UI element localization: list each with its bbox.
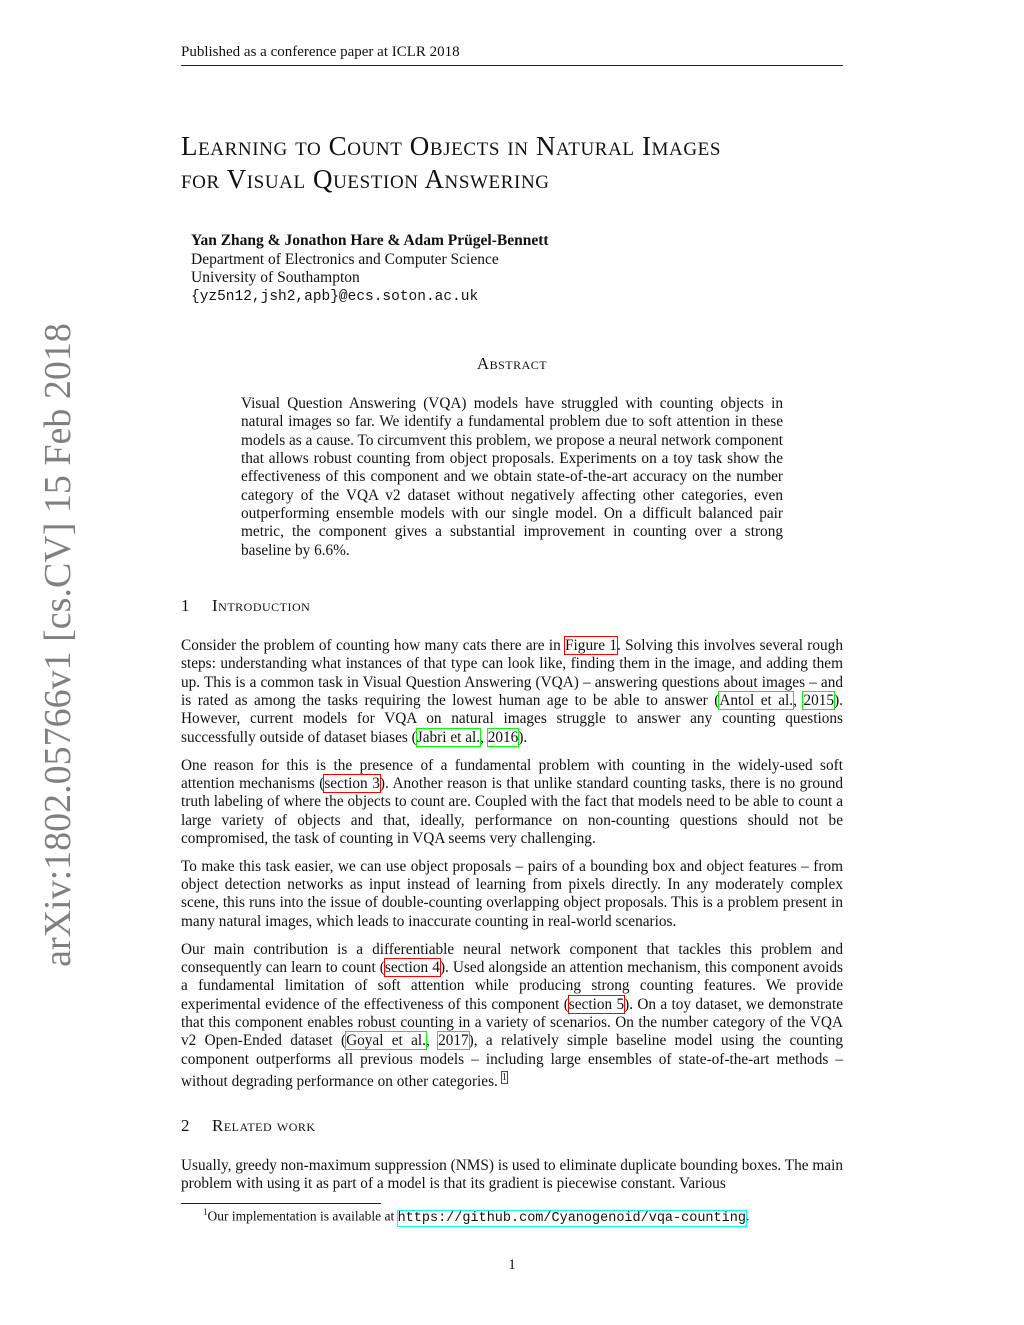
text-run: ). Another reason is that unlike standard counting tasks, there is no ground truth labeling of where the objects to count are. Coupled with the fact that models need to be able to count a large variety of objects and that, ideally, performance on non-counting questions should not be compromised, the task of counting in VQA seems very challenging. <box>181 774 844 847</box>
abstract-text: Visual Question Answering (VQA) models have struggled with counting objects in natural images so far. We identify a fundamental problem due to soft attention in these models as a cause. To circumvent this problem, we propose a neural network component that allows robust counting from object proposals. Experiments on a toy task show the effectiveness of this component and we obtain state-of-the-art accuracy on the number category of the VQA v2 dataset without negatively affecting other categories, even outperforming ensemble models with our single model. On a difficult balanced pair metric, the component gives a substantial improvement in counting over a strong baseline by 6.6%. <box>241 395 783 559</box>
repo-link[interactable]: https://github.com/Cyanogenoid/vqa-counting <box>397 1210 746 1226</box>
citation-link[interactable]: 2015 <box>803 692 835 710</box>
section-2-body <box>181 1157 843 1203</box>
paragraph <box>181 1157 843 1194</box>
citation-link[interactable]: Jabri et al. <box>416 728 481 746</box>
footnote-link[interactable]: 1 <box>501 1072 507 1084</box>
paragraph <box>181 941 843 1092</box>
section-number: 2 <box>181 1116 190 1135</box>
citation-link[interactable]: 2017 <box>438 1032 469 1050</box>
footnote-mark: 1 <box>203 1207 208 1217</box>
citation-link[interactable]: Antol et al. <box>719 692 794 710</box>
footnote-end: . <box>745 1208 750 1224</box>
text-run: ). Used alongside an attention mechanism, this component avoids a fundamental limitation of soft attention while producing strong counting features. We provide experimental evidence of the effectiveness of this component ( <box>181 959 843 1013</box>
author-names: Yan Zhang & Jonathon Hare & Adam Prügel-Bennett <box>191 232 549 249</box>
cross-reference-link[interactable]: section 5 <box>568 995 625 1013</box>
cross-reference-link[interactable]: Figure 1 <box>565 637 617 654</box>
citation-link[interactable]: Goyal et al. <box>346 1032 426 1050</box>
text-run: To make this task easier, we can use object proposals – pairs of a bounding box and object features – from object detection networks as input instead of learning from pixels directly. In any moderately complex scene, this runs into the issue of double-counting overlapping object proposals. This is a problem present in many natural images, which leads to inaccurate counting in real-world scenarios. <box>181 857 843 930</box>
author-block <box>191 232 549 306</box>
section-2-heading <box>181 1116 316 1136</box>
section-number: 1 <box>181 596 190 615</box>
header-rule <box>181 65 843 66</box>
text-run: Usually, greedy non-maximum suppression (NMS) is used to eliminate duplicate bounding boxes. The main problem with using it as part of a model is that its gradient is piecewise constant. Various <box>181 1157 843 1193</box>
paper-title <box>181 130 861 196</box>
paragraph <box>181 637 843 747</box>
section-1-heading <box>181 596 310 616</box>
author-university: University of Southampton <box>191 269 360 287</box>
cross-reference-link[interactable]: section 3 <box>324 774 380 792</box>
arxiv-stamp: arXiv:1802.05766v1 [cs.CV] 15 Feb 2018 <box>37 323 79 967</box>
author-email: {yz5n12,jsh2,apb}@ecs.soton.ac.uk <box>191 288 479 305</box>
text-run: , <box>793 692 804 710</box>
text-run: Our main contribution is a differentiable neural network component that tackles this problem and consequently can learn to count ( <box>181 940 843 976</box>
footnote-text: Our implementation is available at <box>207 1208 398 1224</box>
section-title: Introduction <box>212 596 311 615</box>
citation-link[interactable]: 2016 <box>487 728 519 746</box>
section-title: Related work <box>212 1116 316 1135</box>
footnote-rule <box>181 1203 381 1204</box>
page-number: 1 <box>508 1257 516 1273</box>
section-1-body <box>181 637 843 1101</box>
text-run: . Solving this involves several rough steps: understanding what instances of that type can look like, finding them in the image, and adding them up. This is a common task in Visual Question Answering (VQA) – answering questions about images – and is rated as among the tasks requiring the lowest human age to be able to answer ( <box>181 637 843 710</box>
text-run: ). However, current models for VQA on natural images struggle to answer any counting questions successfully outside of dataset biases ( <box>181 692 843 746</box>
text-run: , <box>425 1032 439 1050</box>
title-line-2: for Visual Question Answering <box>181 164 550 194</box>
cross-reference-link[interactable]: section 4 <box>384 959 440 976</box>
paragraph <box>181 858 843 931</box>
footnote <box>181 1207 749 1226</box>
author-department: Department of Electronics and Computer Science <box>191 250 499 268</box>
abstract-heading: Abstract <box>476 354 548 373</box>
text-run: One reason for this is the presence of a fundamental problem with counting in the widely-used soft attention mechanisms ( <box>181 756 843 792</box>
text-run: ). <box>518 728 528 746</box>
text-run: ). On a toy dataset, we demonstrate that this component enables robust counting in a variety of scenarios. On the number category of the VQA v2 Open-Ended dataset ( <box>181 995 843 1050</box>
text-run: ), a relatively simple baseline model using the counting component outperforms all previous models – including large ensembles of state-of-the-art methods – without degrading performance on other categories. <box>181 1032 844 1091</box>
text-run: Consider the problem of counting how many cats there are in <box>181 637 566 654</box>
paragraph <box>181 757 843 849</box>
text-run: , <box>480 728 488 746</box>
title-line-1: Learning to Count Objects in Natural Images <box>181 131 722 161</box>
running-header: Published as a conference paper at ICLR 2018 <box>181 44 460 60</box>
